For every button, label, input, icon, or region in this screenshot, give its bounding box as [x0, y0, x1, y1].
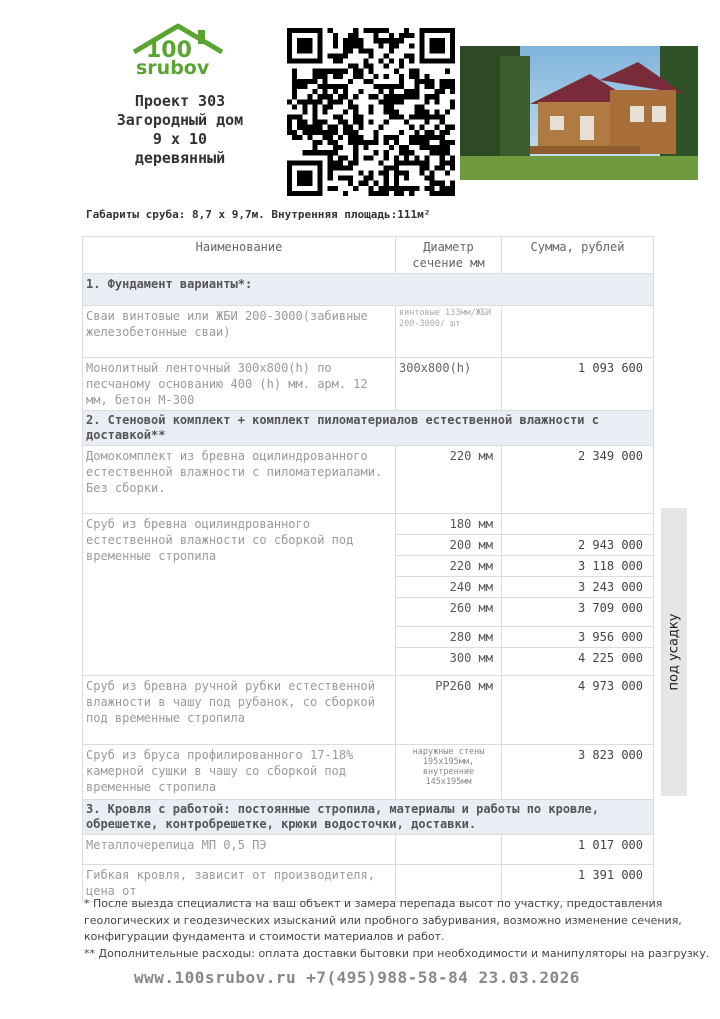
- project-title: [70, 92, 290, 168]
- item-diameter: 280 мм: [396, 627, 502, 648]
- project-size: 9 х 10: [152, 130, 208, 148]
- table-row: [83, 446, 654, 514]
- item-diameter: 220 мм: [396, 556, 502, 577]
- footnote-foundation: геологических и геодезических изысканий или пробного забуривания, возможно изменение сечения,: [84, 913, 682, 927]
- shrinkage-side-label: под усадку: [661, 508, 687, 796]
- item-diameter: винтовые 133мм/ЖБИ 200-3000/ шт: [396, 306, 502, 358]
- table-row: [83, 835, 654, 865]
- price-table: [82, 236, 654, 902]
- item-sum: [502, 514, 654, 535]
- logo-brand: srubov: [136, 57, 210, 79]
- item-sum: 4 973 000: [502, 676, 654, 745]
- footnotes: [84, 896, 710, 962]
- item-sum: [502, 306, 654, 358]
- qr-code: [287, 28, 455, 196]
- item-sum: 1 391 000: [502, 865, 654, 902]
- section-roof: 3. Кровля с работой: постоянные стропила, материалы и работы по кровле, обрешетке, контробрешетке, крюки водосточки, доставки.: [83, 800, 654, 835]
- item-sum: 2 349 000: [502, 446, 654, 514]
- footnote-foundation: * После выезда специалиста на ваш объект и замера перепада высот по участку, предоставления: [84, 897, 663, 910]
- item-sum: 2 943 000: [502, 535, 654, 556]
- item-sum: 3 823 000: [502, 745, 654, 800]
- item-sum: 3 118 000: [502, 556, 654, 577]
- project-type: Загородный дом: [116, 111, 244, 129]
- item-diameter: 300 мм: [396, 648, 502, 676]
- item-name: Сруб из бруса профилированного 17-18% камерной сушки в чашу со сборкой под временные стропила: [83, 745, 396, 800]
- house-photo: [460, 46, 698, 180]
- table-row: [83, 514, 654, 535]
- item-diameter: 220 мм: [396, 446, 502, 514]
- item-name: Домокомплект из бревна оцилиндрованного естественной влажности с пиломатериалами. Без сборки.: [83, 446, 396, 514]
- header-name: Наименование: [83, 237, 396, 274]
- table-row: [83, 745, 654, 800]
- section-walls: 2. Стеновой комплект + комплект пиломатериалов естественной влажности с доставкой**: [83, 411, 654, 446]
- item-diameter: 180 мм: [396, 514, 502, 535]
- company-logo: [128, 22, 228, 82]
- item-name: Металлочерепица МП 0,5 ПЭ: [83, 835, 396, 865]
- footer-contacts: www.100srubov.ru +7(495)988-58-84 23.03.2026: [134, 968, 580, 987]
- footnote-foundation: конфигурации фундамента и стоимости материалов и работ.: [84, 930, 445, 943]
- item-sum: 3 709 000: [502, 598, 654, 627]
- item-diameter: наружные стены 195х195мм, внутренние 145х195мм: [396, 745, 502, 800]
- item-diameter: 300х800(h): [396, 358, 502, 411]
- item-name: Сруб из бревна оцилиндрованного естественной влажности со сборкой под временные стропила: [83, 514, 396, 676]
- house-dimensions: Габариты сруба: 8,7 х 9,7м. Внутренняя площадь:111м²: [86, 208, 431, 221]
- item-sum: 3 956 000: [502, 627, 654, 648]
- item-sum: 3 243 000: [502, 577, 654, 598]
- table-header: [83, 237, 654, 274]
- header-diameter: Диаметр сечение мм: [396, 237, 502, 274]
- footnote-extra-costs: ** Дополнительные расходы: оплата доставки бытовки при необходимости и манипуляторы на разгрузку.: [84, 946, 710, 960]
- item-name: Монолитный ленточный 300х800(h) по песчаному основанию 400 (h) мм. арм. 12 мм, бетон М-300: [83, 358, 396, 411]
- item-name: Сваи винтовые или ЖБИ 200-3000(забивные железобетонные сваи): [83, 306, 396, 358]
- item-sum: 1 093 600: [502, 358, 654, 411]
- item-diameter: 240 мм: [396, 577, 502, 598]
- header-sum: Сумма, рублей: [502, 237, 654, 274]
- logo-number: 100: [146, 38, 192, 63]
- item-sum: 1 017 000: [502, 835, 654, 865]
- item-sum: 4 225 000: [502, 648, 654, 676]
- item-diameter: 260 мм: [396, 598, 502, 627]
- table-row: [83, 676, 654, 745]
- section-foundation: 1. Фундамент варианты*:: [83, 274, 654, 306]
- item-diameter: [396, 835, 502, 865]
- project-material: деревянный: [134, 149, 226, 167]
- item-name: Гибкая кровля, зависит от производителя, цена от: [83, 865, 396, 902]
- table-row: [83, 358, 654, 411]
- item-diameter: 200 мм: [396, 535, 502, 556]
- project-number: Проект 303: [134, 92, 226, 110]
- table-row: [83, 306, 654, 358]
- item-name: Сруб из бревна ручной рубки естественной влажности в чашу под рубанок, со сборкой под временные стропила: [83, 676, 396, 745]
- item-diameter: РР260 мм: [396, 676, 502, 745]
